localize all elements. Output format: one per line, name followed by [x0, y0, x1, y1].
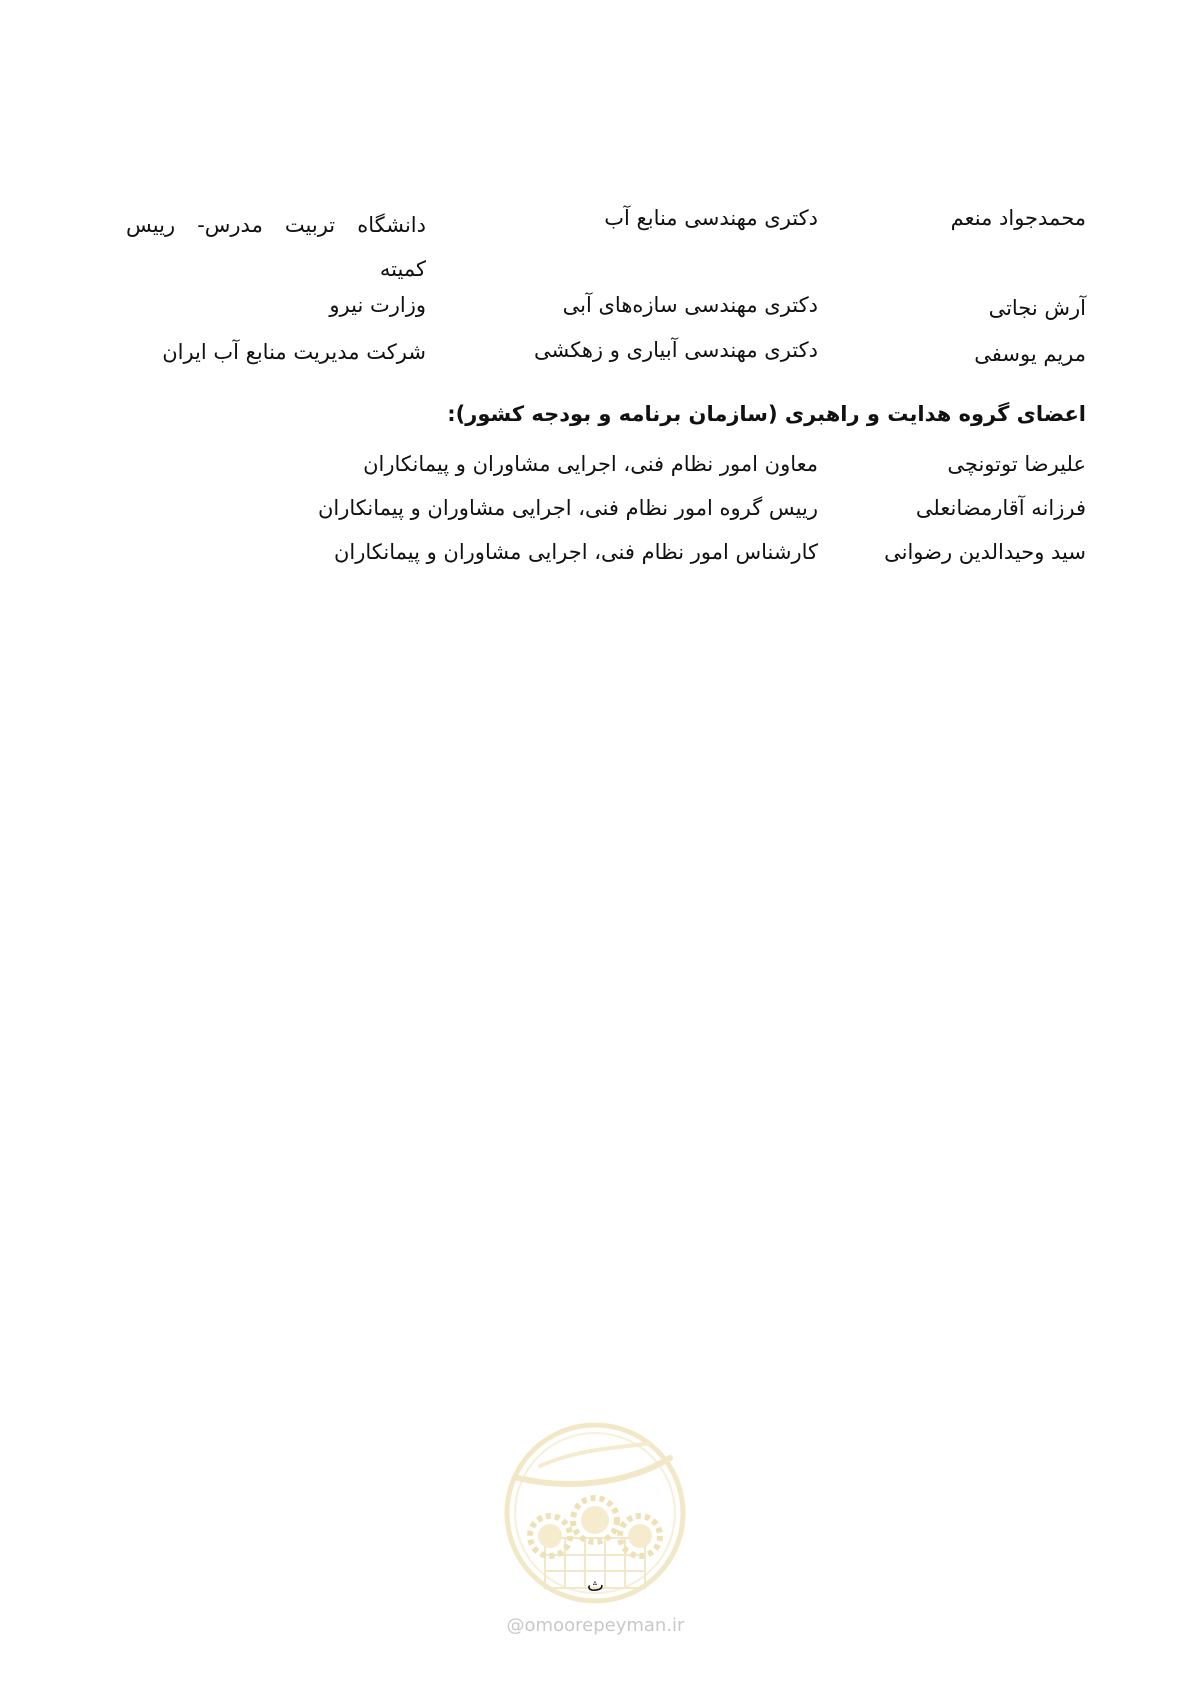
committee-org-1: دانشگاه تربیت مدرس- رییس کمیته	[126, 213, 426, 281]
committee-degree-3: دکتری مهندسی آبیاری و زهکشی	[534, 338, 818, 362]
committee-name-2: آرش نجاتی	[988, 296, 1086, 320]
guidance-name-3: سید وحیدالدین رضوانی	[884, 540, 1086, 564]
watermark-url: @omoorepeyman.ir	[506, 1615, 685, 1636]
guidance-role-3: کارشناس امور نظام فنی، اجرایی مشاوران و پیمانکاران	[333, 540, 818, 564]
committee-org-3: شرکت مدیریت منابع آب ایران	[162, 340, 426, 364]
guidance-name-1: علیرضا توتونچی	[947, 452, 1086, 476]
committee-degree-2: دکتری مهندسی سازه‌های آبی	[562, 293, 818, 317]
guidance-role-2: رییس گروه امور نظام فنی، اجرایی مشاوران و پیمانکاران	[317, 496, 818, 520]
committee-degree-1: دکتری مهندسی منابع آب	[604, 206, 818, 230]
committee-name-1: محمدجواد منعم	[950, 206, 1086, 230]
page-number: ث	[587, 1575, 604, 1596]
guidance-role-1: معاون امور نظام فنی، اجرایی مشاوران و پیمانکاران	[363, 452, 818, 476]
guidance-name-2: فرزانه آقارمضانعلی	[915, 496, 1086, 520]
committee-org-2: وزارت نیرو	[329, 293, 426, 317]
committee-name-3: مریم یوسفی	[974, 342, 1086, 366]
guidance-heading: اعضای گروه هدایت و راهبری (سازمان برنامه و بودجه کشور):	[447, 402, 1086, 426]
